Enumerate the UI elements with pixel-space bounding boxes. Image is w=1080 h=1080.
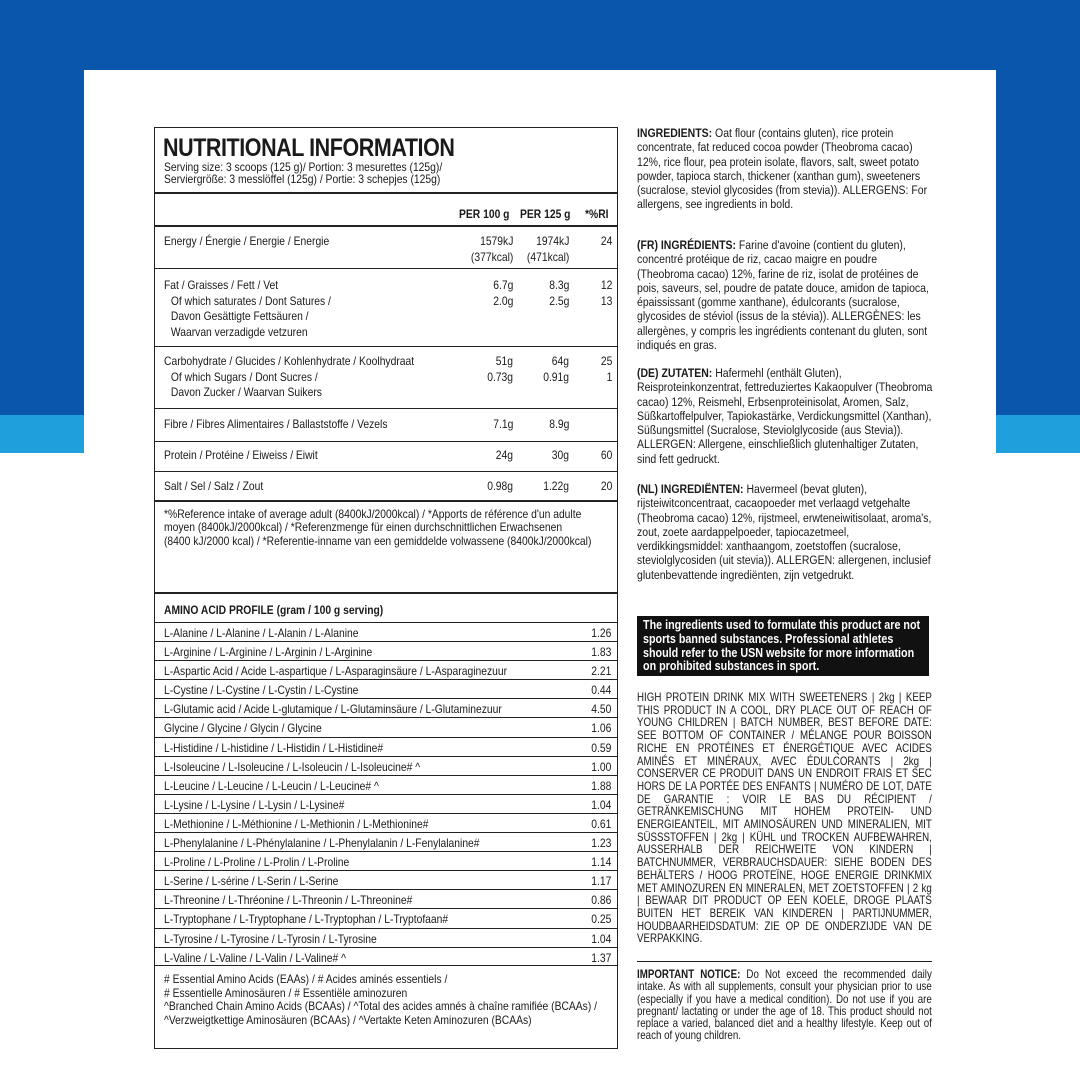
carbohydrate-ri	[601, 354, 612, 385]
amino-value: 1.00	[590, 759, 611, 774]
amino-name: L-Threonine / L-Thréonine / L-Threonin / L-Threonine#	[164, 893, 413, 908]
amino-value: 4.50	[590, 702, 611, 717]
ingredients-de	[637, 366, 934, 466]
sugars-ri-value: 1	[606, 369, 612, 384]
ingredients-de-text: Hafermehl (enthält Gluten), Reisproteinkonzentrat, fettreduziertes Kakaopulver (Theobroma cacao) 12%, Reismehl, Erbsenproteinisolat, Aromen, Salz, Süßkartoffelpulver, Tapiokastärke, Verdickungsmittel (Xanthan), Süßungsmittel (Sucralose, Steviolglycoside (aus Stevia)). ALLERGEN: Allergene, einschließlich glutenhaltiger Zutaten, sind fett gedruckt.	[637, 366, 933, 466]
fat-per100	[493, 278, 513, 309]
divider	[637, 961, 932, 962]
reference-intake-note	[164, 508, 611, 548]
amino-name: L-Valine / L-Valine / L-Valin / L-Valine# ^	[164, 950, 346, 965]
nutrition-table	[154, 127, 618, 1049]
amino-footnotes	[164, 973, 611, 1027]
amino-name: Glycine / Glycine / Glycin / Glycine	[164, 721, 322, 736]
energy-per100	[471, 234, 513, 265]
amino-row	[155, 947, 617, 966]
ingredients-de-heading: (DE) ZUTATEN:	[637, 366, 713, 380]
divider	[155, 592, 617, 594]
fat-ri-value: 12	[600, 278, 612, 292]
amino-row	[155, 908, 617, 927]
reference-text-2: (8400 kJ/2000 kcal) / *Referentie-inname van een gemiddelde volwassene (8400kJ/2000kcal)	[164, 533, 592, 548]
amino-row	[155, 698, 617, 717]
ingredients-en	[637, 126, 934, 212]
divider	[155, 346, 617, 347]
reference-text: *%Reference intake of average adult (8400kJ/2000kcal) / *Apports de référence d'un adulte moyen (8400kJ/2000kcal) / *Referenzmenge für einen durchschnittlichen Erwachsenen	[164, 507, 582, 535]
carbohydrate-per100-value: 51g	[495, 354, 513, 368]
amino-profile-title: AMINO ACID PROFILE (gram / 100 g serving)	[164, 603, 384, 617]
ingredients-nl-text: Havermeel (bevat gluten), rijsteiwitconcentraat, cacaopoeder met verlaagd vetgehalte (Theobroma cacao) 12%, rijstmeel, erwteneiwitisolaat, aroma's, zout, zoete aardappelpoeder, tapiocazetmeel, verdikkingsmiddel: xanthaangom, zoetstoffen (sucralose, steviolglycosiden (uit stevia)). ALLERGEN: allergenen, inclusief glutenbevattende ingrediënten, zijn vetgedrukt.	[637, 482, 932, 582]
amino-value: 1.04	[590, 797, 611, 812]
amino-row	[155, 641, 617, 660]
amino-row	[155, 851, 617, 870]
ingredients-nl	[637, 482, 934, 582]
ingredients-nl-heading: (NL) INGREDIËNTEN:	[637, 482, 744, 496]
fibre-label: Fibre / Fibres Alimentaires / Ballaststoffe / Vezels	[164, 417, 388, 431]
amino-row	[155, 756, 617, 775]
sugars-line-1: Of which Sugars / Dont Sucres /	[170, 369, 318, 384]
carbohydrate-label	[164, 354, 508, 401]
divider	[155, 500, 617, 502]
amino-value: 0.25	[590, 912, 611, 927]
header-ri: *%RI	[585, 207, 609, 221]
saturates-line-3: Waarvan verzadigde vetzuren	[170, 324, 308, 339]
fat-ri	[601, 278, 612, 309]
protein-per100: 24g	[495, 448, 513, 462]
amino-acid-table	[155, 622, 617, 966]
amino-row	[155, 679, 617, 698]
banned-substances-notice	[637, 616, 929, 676]
important-notice	[637, 969, 932, 1043]
ingredients-fr-heading: (FR) INGRÉDIENTS:	[637, 238, 736, 252]
footnote-eaa: # Essential Amino Acids (EAAs) / # Acides aminés essentiels /	[164, 972, 448, 986]
salt-ri: 20	[600, 479, 612, 493]
carbohydrate-name: Carbohydrate / Glucides / Kohlenhydrate / Koolhydraat	[164, 354, 415, 368]
ingredients-en-text: Oat flour (contains gluten), rice protein concentrate, fat reduced cocoa powder (Theobroma cacao) 12%, rice flour, pea protein isolate, flavors, salt, sweet potato powder, tapioca starch, thickener (xanthan gum), sweeteners (sucralose, steviol glycosides (from stevia)). ALLERGENS: For allergens, see ingredients in bold.	[637, 126, 928, 212]
amino-row	[155, 813, 617, 832]
header-per100: PER 100 g	[459, 207, 510, 221]
fat-per125	[549, 278, 569, 309]
salt-per125: 1.22g	[543, 479, 569, 493]
nutrition-title: NUTRITIONAL INFORMATION	[163, 134, 455, 162]
important-notice-text: Do Not exceed the recommended daily intake. As with all supplements, consult your physician prior to use (especially if you have a medical condition). Do not use if you are pregnant/ lactating or under the age of 18. This product should not replace a varied, balanced diet and a healthy lifestyle. Keep out of reach of young children.	[637, 968, 932, 1043]
amino-name: L-Glutamic acid / Acide L-glutamique / L-Glutaminsäure / L-Glutaminezuur	[164, 702, 502, 717]
amino-name: L-Serine / L-sérine / L-Serin / L-Serine	[164, 874, 339, 889]
amino-name: L-Arginine / L-Arginine / L-Arginin / L-Arginine	[164, 645, 373, 660]
divider	[155, 225, 617, 227]
fibre-per125: 8.9g	[548, 417, 569, 431]
energy-ri: 24	[600, 234, 612, 248]
storage-instructions	[637, 692, 932, 946]
amino-value: 0.61	[590, 816, 611, 831]
amino-row	[155, 622, 617, 641]
ingredients-en-heading: INGREDIENTS:	[637, 126, 713, 140]
divider	[155, 408, 617, 409]
saturates-per100-value: 2.0g	[492, 293, 513, 308]
energy-per125	[527, 234, 569, 265]
energy-per125-kj: 1974kJ	[535, 234, 569, 248]
important-notice-heading: IMPORTANT NOTICE:	[637, 968, 741, 981]
amino-value: 1.06	[590, 721, 611, 736]
energy-label: Energy / Énergie / Energie / Energie	[164, 234, 330, 248]
energy-per100-kcal: (377kcal)	[470, 249, 513, 264]
amino-row	[155, 794, 617, 813]
serving-line-1: Serving size: 3 scoops (125 g)/ Portion: 3 mesurettes (125g)/	[164, 160, 443, 174]
footnote-eaa-2: # Essentielle Aminosäuren / # Essentiële aminozuren	[164, 985, 408, 1000]
header-per125: PER 125 g	[520, 207, 571, 221]
energy-per100-kj: 1579kJ	[479, 234, 513, 248]
amino-name: L-Leucine / L-Leucine / L-Leucin / L-Leucine# ^	[164, 778, 379, 793]
amino-row	[155, 775, 617, 794]
saturates-ri-value: 13	[600, 293, 612, 308]
amino-value: 1.04	[590, 931, 611, 946]
amino-value: 0.59	[590, 740, 611, 755]
protein-ri: 60	[600, 448, 612, 462]
amino-name: L-Phenylalanine / L-Phénylalanine / L-Phenylalanin / L-Fenylalanine#	[164, 836, 480, 851]
amino-name: L-Tryptophane / L-Tryptophane / L-Tryptophan / L-Tryptofaan#	[164, 912, 449, 927]
carbohydrate-ri-value: 25	[600, 354, 612, 368]
amino-name: L-Methionine / L-Méthionine / L-Methionin / L-Methionine#	[164, 816, 429, 831]
saturates-line-2: Davon Gesättigte Fettsäuren /	[170, 309, 309, 323]
amino-row	[155, 928, 617, 947]
amino-row	[155, 832, 617, 851]
amino-row	[155, 870, 617, 889]
fibre-per100: 7.1g	[492, 417, 513, 431]
salt-per100: 0.98g	[487, 479, 513, 493]
amino-row	[155, 660, 617, 679]
amino-name: L-Cystine / L-Cystine / L-Cystin / L-Cystine	[164, 683, 359, 698]
divider	[155, 192, 617, 194]
protein-per125: 30g	[551, 448, 569, 462]
amino-row	[155, 717, 617, 736]
amino-name: L-Isoleucine / L-Isoleucine / L-Isoleucin / L-Isoleucine# ^	[164, 759, 421, 774]
saturates-line-1: Of which saturates / Dont Satures /	[170, 293, 331, 308]
divider	[155, 441, 617, 442]
amino-name: L-Histidine / L-histidine / L-Histidin / L-Histidine#	[164, 740, 384, 755]
fat-per100-value: 6.7g	[492, 278, 513, 292]
sugars-line-2: Davon Zucker / Waarvan Suikers	[170, 385, 322, 399]
amino-name: L-Alanine / L-Alanine / L-Alanin / L-Alanine	[164, 626, 359, 640]
amino-value: 1.14	[590, 855, 611, 870]
protein-label: Protein / Protéine / Eiweiss / Eiwit	[164, 448, 318, 462]
amino-value: 1.88	[590, 778, 611, 793]
sugars-per100-value: 0.73g	[487, 369, 513, 384]
ingredients-fr	[637, 238, 934, 352]
carbohydrate-per100	[487, 354, 513, 385]
amino-value: 0.86	[590, 893, 611, 908]
amino-value: 0.44	[590, 683, 611, 698]
serving-size	[164, 161, 594, 185]
carbohydrate-per125	[543, 354, 569, 385]
salt-label: Salt / Sel / Salz / Zout	[164, 479, 264, 493]
amino-value: 1.23	[590, 836, 611, 851]
amino-name: L-Aspartic Acid / Acide L-aspartique / L-Asparaginsäure / L-Asparaginezuur	[164, 664, 508, 679]
amino-value: 1.26	[590, 626, 611, 640]
amino-row	[155, 737, 617, 756]
banned-substances-text: The ingredients used to formulate this product are not sports banned substances. Professional athletes should refer to the USN website for more information on prohibited substances in sport.	[643, 618, 921, 674]
carbohydrate-per125-value: 64g	[551, 354, 569, 368]
amino-value: 2.21	[590, 664, 611, 679]
sugars-per125-value: 0.91g	[543, 369, 569, 384]
amino-name: L-Tyrosine / L-Tyrosine / L-Tyrosin / L-Tyrosine	[164, 931, 377, 946]
fat-per125-value: 8.3g	[548, 278, 569, 292]
amino-name: L-Lysine / L-Lysine / L-Lysin / L-Lysine#	[164, 797, 345, 812]
storage-text: HIGH PROTEIN DRINK MIX WITH SWEETENERS | 2kg | KEEP THIS PRODUCT IN A COOL, DRY PLACE OUT OF REACH OF YOUNG CHILDREN | BATCH NUMBER, BEST BEFORE DATE: SEE BOTTOM OF CONTAINER / MÉLANGE POUR BOISSON RICHE EN PROTÉINES ET ÉNERGÉTIQUE AVEC ACIDES AMINÉS ET MINÉRAUX, AVEC ÉDULCORANTS | 2kg | CONSERVER CE PRODUIT DANS UN ENDROIT FRAIS ET SEC HORS DE LA PORTÉE DES ENFANTS | NUMÉRO DE LOT, DATE DE GARANTIE : VOIR LE BAS DU RÉCIPIENT / GETRÄNKEMISCHUNG MIT HOHEM PROTEIN- UND ENERGIEANTEIL, MIT AMINOSÄUREN UND MINERALIEN, MIT SÜSSSTOFFEN | 2kg | KÜHL und TROCKEN AUFBEWAHREN, AUSSERHALB DER REICHWEITE VON KINDERN | BATCHNUMMER, VERBRAUCHSDAUER: SIEHE BODEN DES BEHÄLTERS / HOOG PROTEÏNE, HOGE ENERGIE DRINKMIX MET AMINOZUREN EN MINERALEN, MET ZOETSTOFFEN | 2 kg | BEWAAR DIT PRODUCT OP EEN KOELE, DROGE PLAATS BUITEN HET BEREIK VAN KINDEREN | PARTIJNUMMER, HOUDBAARHEIDSDATUM: ZIE OP DE ONDERZIJDE VAN DE VERPAKKING.	[637, 691, 932, 946]
amino-name: L-Proline / L-Proline / L-Prolin / L-Proline	[164, 855, 350, 870]
fat-name: Fat / Graisses / Fett / Vet	[164, 278, 279, 292]
ingredients-fr-text: Farine d'avoine (contient du gluten), concentré protéique de riz, cacao maigre en poudre (Theobroma cacao) 12%, farine de riz, isolat de protéines de pois, saveurs, sel, poudre de patate douce, amidon de tapioca, épaississant (gomme xanthane), édulcorants (sucralose, glycosides de stéviol (issus de la stévia)). ALLERGÈNES: les allergènes, y compris les ingrédients contenant du gluten, sont indiqués en gras.	[637, 238, 929, 353]
amino-value: 1.83	[590, 645, 611, 660]
amino-value: 1.37	[590, 950, 611, 965]
saturates-per125-value: 2.5g	[548, 293, 569, 308]
divider	[155, 471, 617, 472]
fat-label	[164, 278, 508, 340]
amino-value: 1.17	[590, 874, 611, 889]
energy-per125-kcal: (471kcal)	[526, 249, 569, 264]
divider	[155, 268, 617, 269]
amino-row	[155, 889, 617, 908]
footnote-bcaa: ^Branched Chain Amino Acids (BCAAs) / ^Total des acides amnés à chaîne ramifiée (BCAAs) / ^Verzweigtkettige Aminosäuren (BCAAs) / ^Vertakte Keten Aminozuren (BCAAs)	[164, 999, 597, 1027]
serving-line-2: Serviergröße: 3 messlöffel (125g) / Portie: 3 schepjes (125g)	[164, 172, 441, 186]
